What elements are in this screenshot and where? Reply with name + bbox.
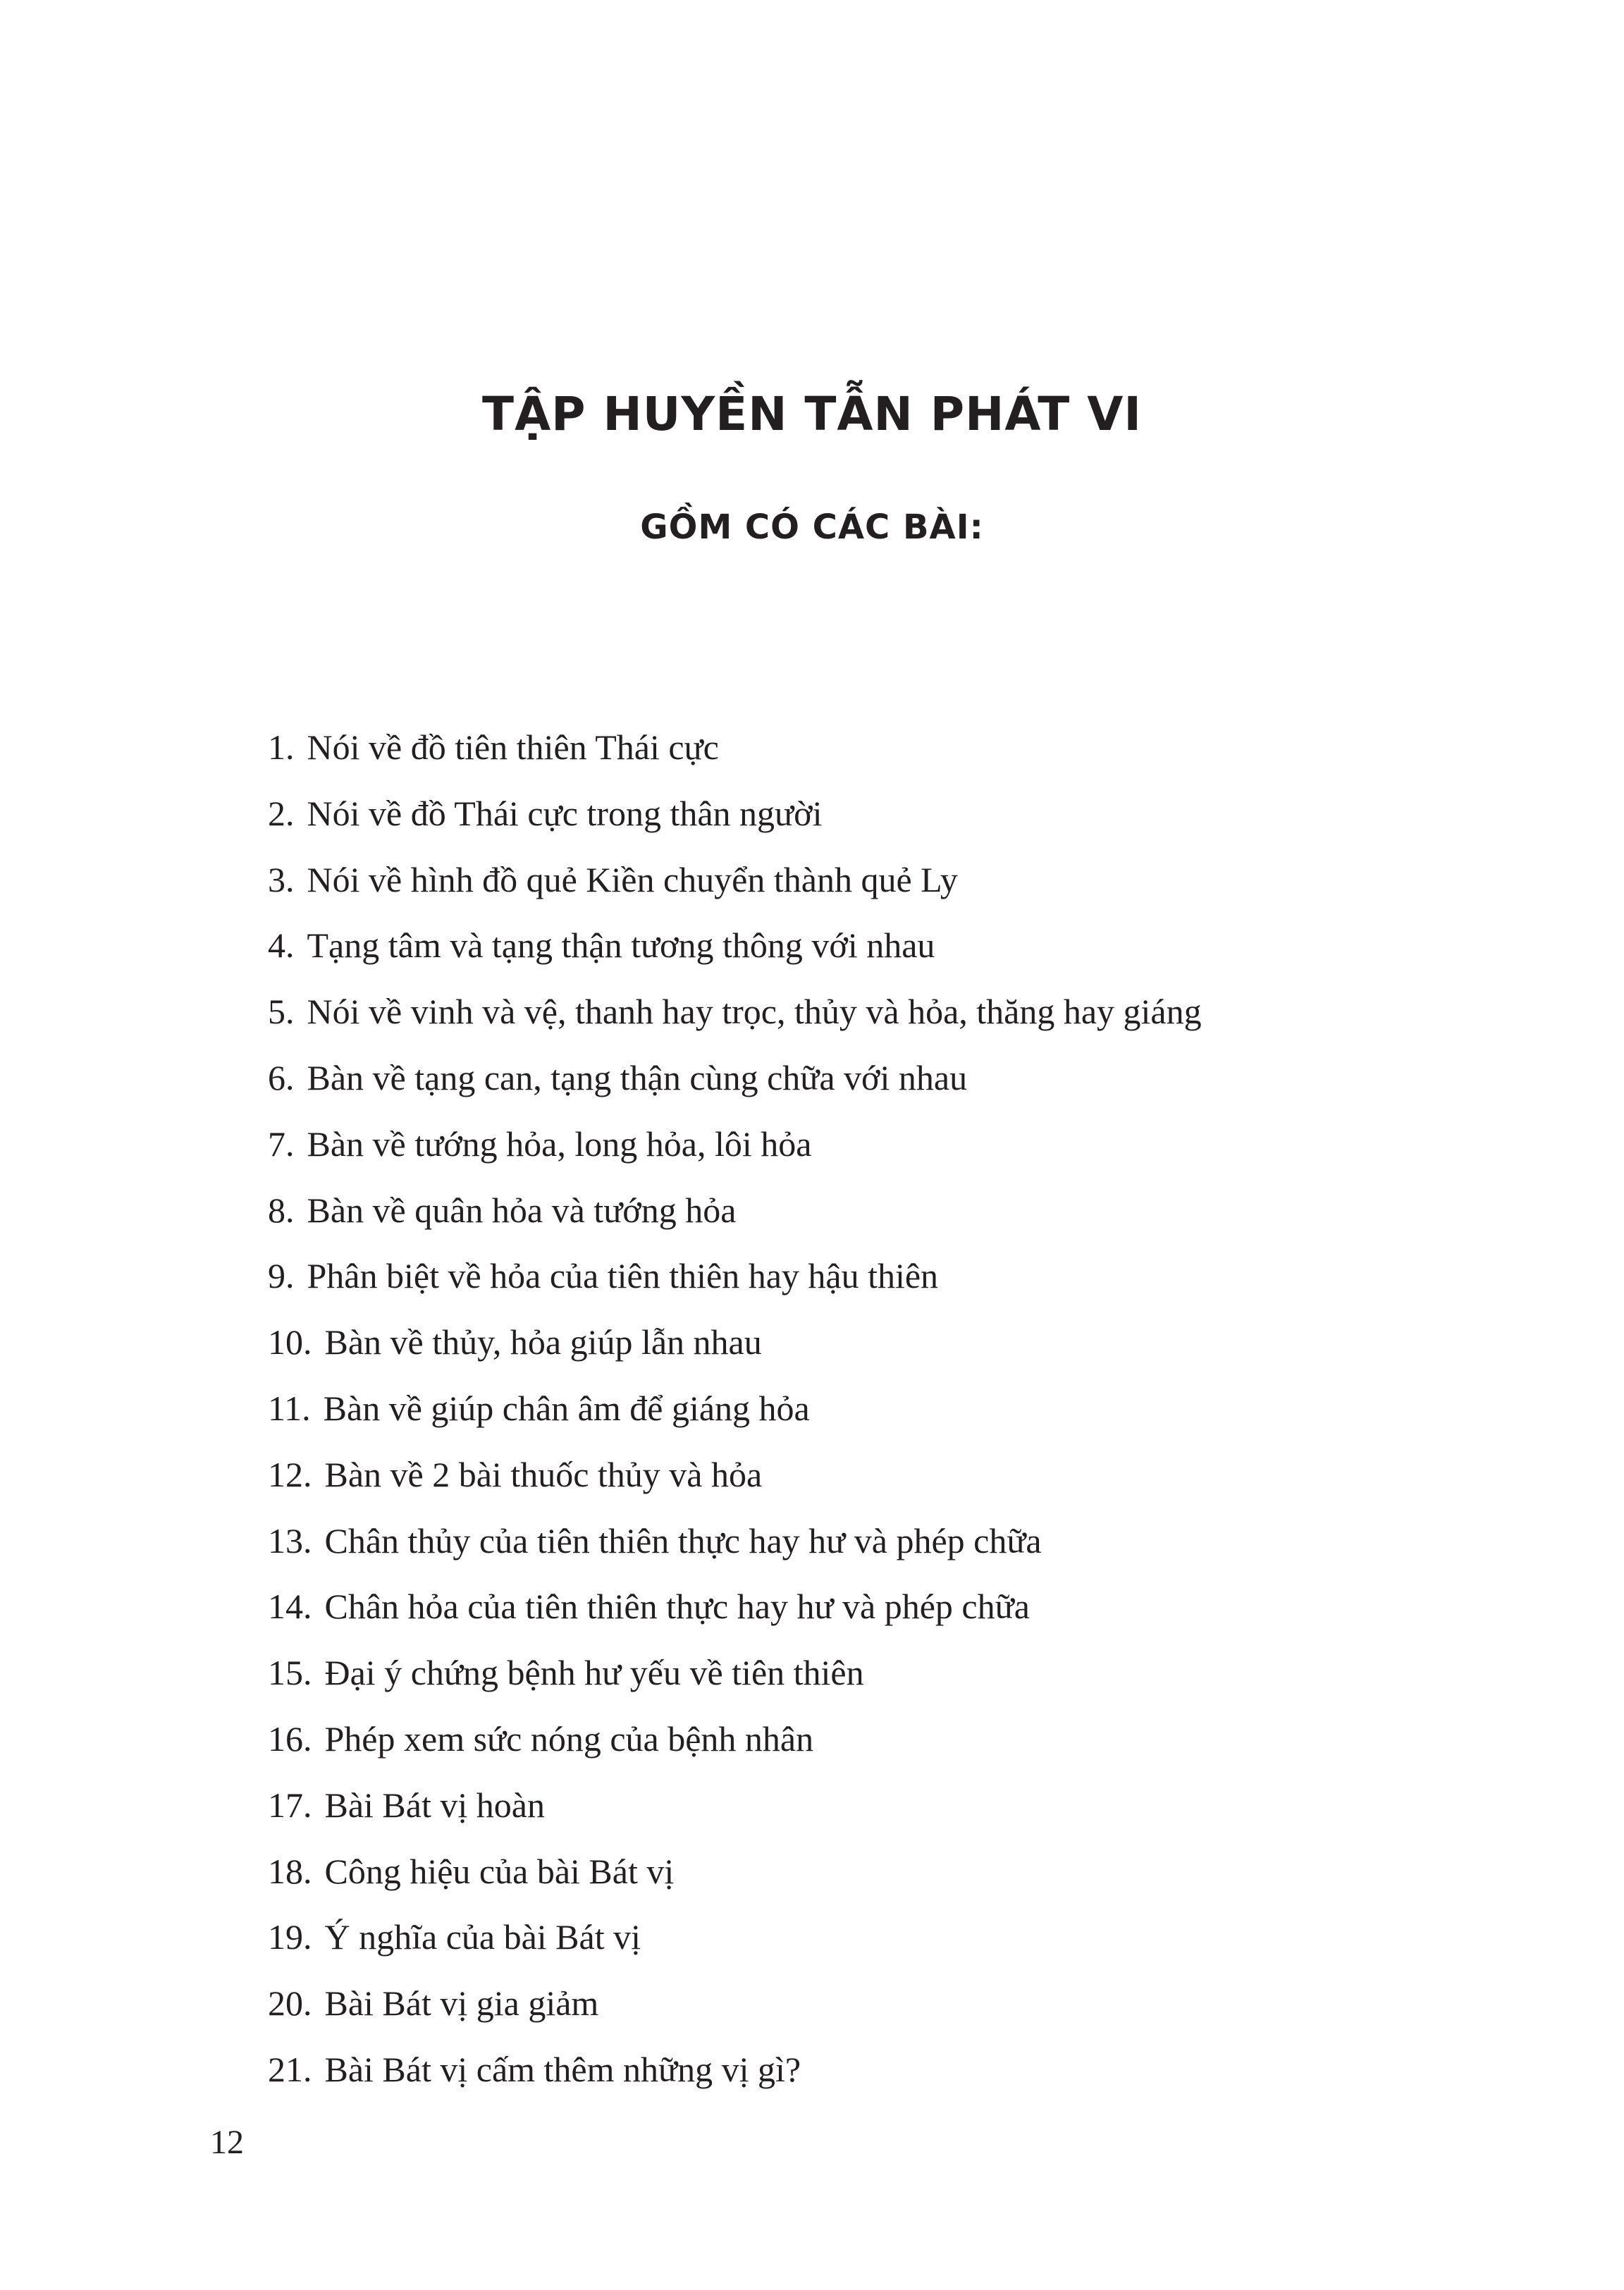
toc-item-number: 10. bbox=[268, 1322, 312, 1362]
toc-item-label: Chân thủy của tiên thiên thực hay hư và phép chữa bbox=[324, 1520, 1042, 1560]
toc-item bbox=[268, 1513, 1396, 1579]
section-subtitle: GỒM CÓ CÁC BÀI: bbox=[640, 507, 984, 547]
toc-item-label: Bài Bát vị cấm thêm những vị gì? bbox=[324, 2049, 801, 2089]
toc-item bbox=[268, 1711, 1396, 1777]
toc-item bbox=[268, 1182, 1396, 1248]
toc-item-number: 8. bbox=[268, 1190, 295, 1230]
toc-item bbox=[268, 983, 1396, 1049]
toc-item bbox=[268, 2041, 1396, 2107]
toc-item bbox=[268, 1777, 1396, 1843]
toc-item-number: 6. bbox=[268, 1057, 295, 1097]
toc-item-number: 17. bbox=[268, 1785, 312, 1825]
toc-item bbox=[268, 1116, 1396, 1182]
toc-item-label: Bài Bát vị gia giảm bbox=[324, 1983, 599, 2024]
toc-item-label: Bàn về quân hỏa và tướng hỏa bbox=[307, 1190, 737, 1230]
toc-item-label: Nói về hình đồ quẻ Kiền chuyển thành quẻ Ly bbox=[307, 859, 958, 899]
toc-item bbox=[268, 1248, 1396, 1314]
toc-item bbox=[268, 1975, 1396, 2041]
toc-item-number: 12. bbox=[268, 1454, 312, 1494]
toc-item-number: 1. bbox=[268, 727, 295, 767]
toc-item-number: 15. bbox=[268, 1653, 312, 1693]
toc-item-label: Bài Bát vị hoàn bbox=[324, 1785, 545, 1825]
toc-item bbox=[268, 851, 1396, 918]
toc-item bbox=[268, 1446, 1396, 1513]
toc-item-number: 16. bbox=[268, 1718, 312, 1759]
toc-item-label: Bàn về tướng hỏa, long hỏa, lôi hỏa bbox=[307, 1124, 812, 1164]
toc-item-number: 13. bbox=[268, 1520, 312, 1560]
toc-item bbox=[268, 1843, 1396, 1909]
toc-item-number: 2. bbox=[268, 793, 295, 833]
toc-item bbox=[268, 917, 1396, 983]
toc-item-number: 5. bbox=[268, 992, 295, 1032]
toc-item-label: Bàn về tạng can, tạng thận cùng chữa với nhau bbox=[307, 1057, 968, 1097]
toc-item bbox=[268, 719, 1396, 785]
toc-item-number: 14. bbox=[268, 1587, 312, 1627]
toc-item-number: 3. bbox=[268, 859, 295, 899]
toc-item-number: 18. bbox=[268, 1851, 312, 1891]
toc-item-label: Bàn về giúp chân âm để giáng hỏa bbox=[323, 1388, 810, 1428]
page-number: 12 bbox=[210, 2124, 244, 2161]
toc-item bbox=[268, 1909, 1396, 1975]
toc-item-label: Bàn về thủy, hỏa giúp lẫn nhau bbox=[324, 1322, 762, 1362]
toc-item-label: Phân biệt về hỏa của tiên thiên hay hậu thiên bbox=[307, 1256, 939, 1296]
toc-item bbox=[268, 1380, 1396, 1446]
toc-item-number: 19. bbox=[268, 1917, 312, 1957]
toc-item-number: 7. bbox=[268, 1124, 295, 1164]
toc-item-label: Chân hỏa của tiên thiên thực hay hư và phép chữa bbox=[324, 1587, 1030, 1627]
toc-item-label: Bàn về 2 bài thuốc thủy và hỏa bbox=[324, 1454, 763, 1494]
toc-item bbox=[268, 785, 1396, 851]
toc-item-label: Nói về vinh và vệ, thanh hay trọc, thủy và hỏa, thăng hay giáng bbox=[307, 992, 1202, 1032]
table-of-contents bbox=[268, 719, 1396, 2107]
toc-item-label: Công hiệu của bài Bát vị bbox=[324, 1851, 675, 1891]
toc-item-number: 11. bbox=[268, 1388, 311, 1428]
toc-item-label: Nói về đồ tiên thiên Thái cực bbox=[307, 727, 719, 767]
toc-item-label: Ý nghĩa của bài Bát vị bbox=[324, 1917, 641, 1957]
toc-item-number: 4. bbox=[268, 925, 295, 966]
toc-item-number: 21. bbox=[268, 2049, 312, 2089]
toc-item bbox=[268, 1578, 1396, 1644]
toc-item-number: 9. bbox=[268, 1256, 295, 1296]
toc-item bbox=[268, 1049, 1396, 1116]
toc-item-label: Đại ý chứng bệnh hư yếu về tiên thiên bbox=[324, 1653, 864, 1693]
toc-item-number: 20. bbox=[268, 1983, 312, 2024]
toc-item-label: Phép xem sức nóng của bệnh nhân bbox=[324, 1718, 814, 1759]
page-title: TẬP HUYỀN TẪN PHÁT VI bbox=[482, 387, 1142, 441]
toc-item-label: Tạng tâm và tạng thận tương thông với nhau bbox=[307, 925, 935, 966]
toc-item-label: Nói về đồ Thái cực trong thân người bbox=[307, 793, 823, 833]
toc-item bbox=[268, 1314, 1396, 1380]
toc-item bbox=[268, 1644, 1396, 1711]
